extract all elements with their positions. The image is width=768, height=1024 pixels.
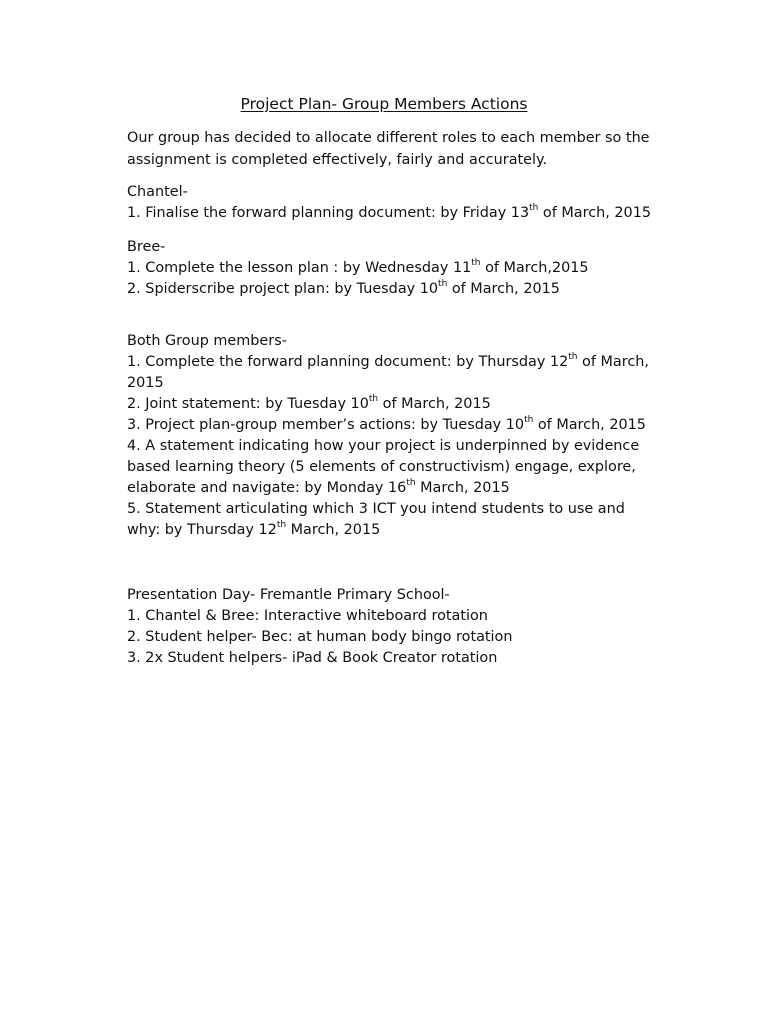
presentation-heading: Presentation Day- Fremantle Primary School- [127,587,450,603]
both-members-heading: Both Group members- [127,333,287,349]
intro-line: Our group has decided to allocate different roles to each member so the [127,130,650,146]
both-members-section [127,331,687,541]
bree-item-1: 1. Complete the lesson plan : by Wednesday 11th of March,2015 [127,258,589,276]
both-item-1-continued: 2015 [127,375,164,391]
bree-item-2: 2. Spiderscribe project plan: by Tuesday 10th of March, 2015 [127,279,560,297]
both-item-3: 3. Project plan-group member’s actions: by Tuesday 10th of March, 2015 [127,415,646,433]
document-title: Project Plan- Group Members Actions [240,95,528,113]
chantel-section [127,182,687,224]
both-item-1: 1. Complete the forward planning document: by Thursday 12th of March, [127,352,649,370]
presentation-section [127,585,687,669]
bree-section [127,237,687,300]
intro-line: assignment is completed effectively, fairly and accurately. [127,152,548,168]
presentation-item-3: 3. 2x Student helpers- iPad & Book Creator rotation [127,650,498,666]
both-item-2: 2. Joint statement: by Tuesday 10th of March, 2015 [127,394,491,412]
chantel-heading: Chantel- [127,184,188,200]
both-item-4-line-3: elaborate and navigate: by Monday 16th March, 2015 [127,478,510,496]
both-item-4-line-1: 4. A statement indicating how your project is underpinned by evidence [127,438,640,454]
both-item-5-line-1: 5. Statement articulating which 3 ICT you intend students to use and [127,501,625,517]
both-item-5-line-2: why: by Thursday 12th March, 2015 [127,520,381,538]
presentation-item-1: 1. Chantel & Bree: Interactive whiteboard rotation [127,608,488,624]
intro-paragraph [127,127,687,171]
both-item-4-line-2: based learning theory (5 elements of constructivism) engage, explore, [127,459,636,475]
chantel-item-1: 1. Finalise the forward planning document: by Friday 13th of March, 2015 [127,203,652,221]
bree-heading: Bree- [127,239,166,255]
presentation-item-2: 2. Student helper- Bec: at human body bingo rotation [127,629,513,645]
